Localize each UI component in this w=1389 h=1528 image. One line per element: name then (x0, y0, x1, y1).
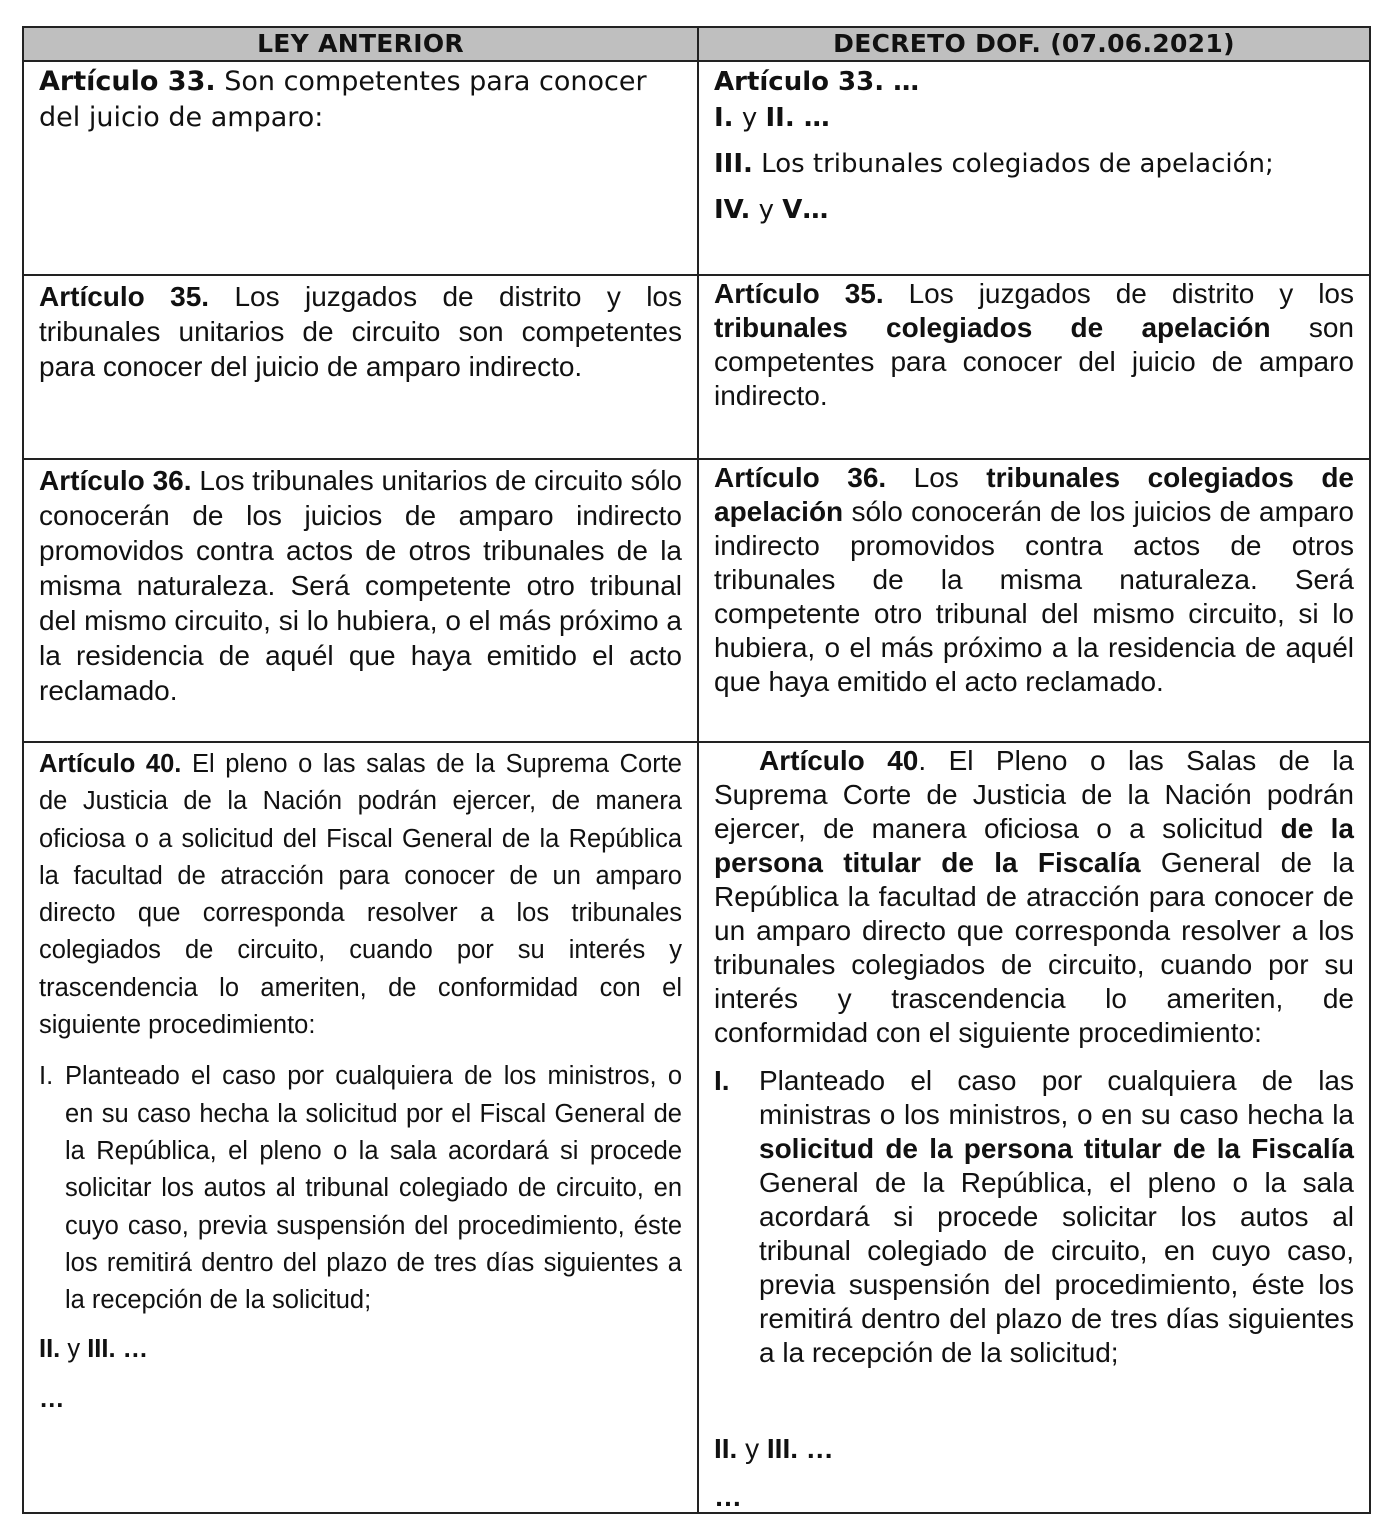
art40-right-item-number: I. (714, 1065, 730, 1096)
art40-right-cell (714, 744, 1354, 1514)
art35-right-title: Artículo 35. (714, 278, 884, 309)
art36-left-title: Artículo 36. (39, 465, 192, 496)
art36-left-text: Los tribunales unitarios de circuito sólo conocerán de los juicios de amparo indirecto promovidos contra actos de otros tribunales de la misma naturaleza. Será competente otro tribunal del mismo circuito, si lo hubiera, o el más próximo a la residencia de aquél que haya emitido el acto reclamado. (39, 465, 683, 706)
art40-left-fraction: III. … (87, 1335, 149, 1364)
art33-right-fraction: I. (714, 103, 734, 133)
art35-right-cell (714, 277, 1354, 413)
art40-right-conj: y (737, 1433, 767, 1464)
row-divider (24, 741, 1369, 743)
art33-right-fraction: II. … (765, 103, 830, 133)
art33-right-title: Artículo 33. … (714, 67, 920, 97)
art40-left-text: El pleno o las salas de la Suprema Corte de Justicia de la Nación podrán ejercer, de manera oficiosa o a solicitud del Fiscal General de la República la facultad de atracción para conocer de un amparo directo que corresponda resolver a los tribunales colegiados de circuito, cuando por su interés y trascendencia lo ameriten, de conformidad con el siguiente procedimiento: (39, 750, 682, 1040)
art36-right-text: Los (886, 462, 987, 493)
art40-right-fraction: III. … (766, 1433, 834, 1464)
art40-left-ellipsis: … (39, 1384, 65, 1413)
art35-right-text: son competentes para conocer del juicio de amparo indirecto. (714, 312, 1354, 411)
art35-left-text: Los juzgados de distrito y los tribunales unitarios de circuito son competentes para conocer del juicio de amparo indirecto. (39, 281, 683, 382)
column-divider (697, 28, 699, 1512)
header-decreto-dof: DECRETO DOF. (07.06.2021) (833, 29, 1235, 58)
art40-left-item-text: Planteado el caso por cualquiera de los ministros, o en su caso hecha la solicitud por el Fiscal General de la República, el pleno o la sala acordará si procede solicitar los autos al tribunal colegiado de circuito, en cuyo caso, previa suspensión del procedimiento, éste los remitirá dentro del plazo de tres días siguientes a la recepción de la solicitud; (65, 1062, 682, 1315)
art40-right-text: . El Pleno o las Salas de la Suprema Corte de Justicia de la Nación podrán ejercer, de manera oficiosa o a solicitud (714, 745, 1354, 844)
art35-right-highlight: tribunales colegiados de apelación (714, 312, 1271, 343)
row-divider (24, 274, 1369, 276)
art33-right-conj: y (733, 103, 766, 133)
art40-left-item-1 (39, 1058, 682, 1319)
art33-right-conj: y (750, 195, 783, 225)
art36-right-title: Artículo 36. (714, 462, 887, 493)
art40-right-item-text: General de la República, el pleno o la sala acordará si procede solicitar los autos al tribunal colegiado de circuito, en cuyo caso, previa suspensión del procedimiento, éste los remitirá dentro del plazo de tres días siguientes a la recepción de la solicitud; (759, 1167, 1354, 1368)
art36-right-highlight: tribunales colegiados de apelación (714, 462, 1354, 527)
row-divider (24, 458, 1369, 460)
art33-right-cell (714, 64, 1354, 228)
art40-left-fraction: II. (39, 1335, 61, 1364)
art35-left-title: Artículo 35. (39, 281, 210, 312)
art36-right-text: sólo conocerán de los juicios de amparo indirecto promovidos contra actos de otros tribunales de la misma naturaleza. Será competente otro tribunal del mismo circuito, si lo hubiera, o el más próximo a la residencia de aquél que haya emitido el acto reclamado. (714, 496, 1354, 697)
art40-left-item-number: I. (39, 1062, 54, 1091)
art40-right-item-highlight: solicitud de la persona titular de la Fiscalía (759, 1133, 1354, 1164)
comparison-table (22, 26, 1371, 1514)
art40-right-item-1 (714, 1064, 1354, 1370)
art35-left-cell (39, 279, 682, 384)
art36-left-cell (39, 463, 682, 708)
art33-right-fraction: V… (782, 195, 829, 225)
art40-right-ellipsis: … (714, 1481, 742, 1512)
art33-left-cell (39, 64, 684, 136)
art33-right-fraction: IV. (714, 195, 751, 225)
header-ley-anterior: LEY ANTERIOR (257, 29, 464, 58)
art40-right-fraction: II. (714, 1433, 738, 1464)
art40-left-cell (39, 746, 682, 1418)
art40-right-item-text: Planteado el caso por cualquiera de las ministras o los ministros, o en su caso hecha la (759, 1065, 1354, 1130)
art33-left-title: Artículo 33. (39, 66, 216, 97)
art33-right-fraction-text: Los tribunales colegiados de apelación; (752, 149, 1274, 179)
art36-right-cell (714, 461, 1354, 699)
art40-right-text: General de la República la facultad de atracción para conocer de un amparo directo que corresponda resolver a los tribunales colegiados de circuito, cuando por su interés y trascendencia lo ameriten, de conformidad con el siguiente procedimiento: (714, 847, 1355, 1048)
art40-left-title: Artículo 40. (39, 750, 182, 778)
art40-right-title: Artículo 40 (759, 745, 919, 776)
art40-right-highlight: de la persona titular de la Fiscalía (714, 813, 1354, 878)
art33-right-fraction: III. (714, 149, 753, 179)
art35-right-text: Los juzgados de distrito y los (883, 278, 1354, 309)
art33-left-text: Son competentes para conocer del juicio de amparo: (39, 66, 647, 133)
art40-left-conj: y (60, 1335, 88, 1364)
